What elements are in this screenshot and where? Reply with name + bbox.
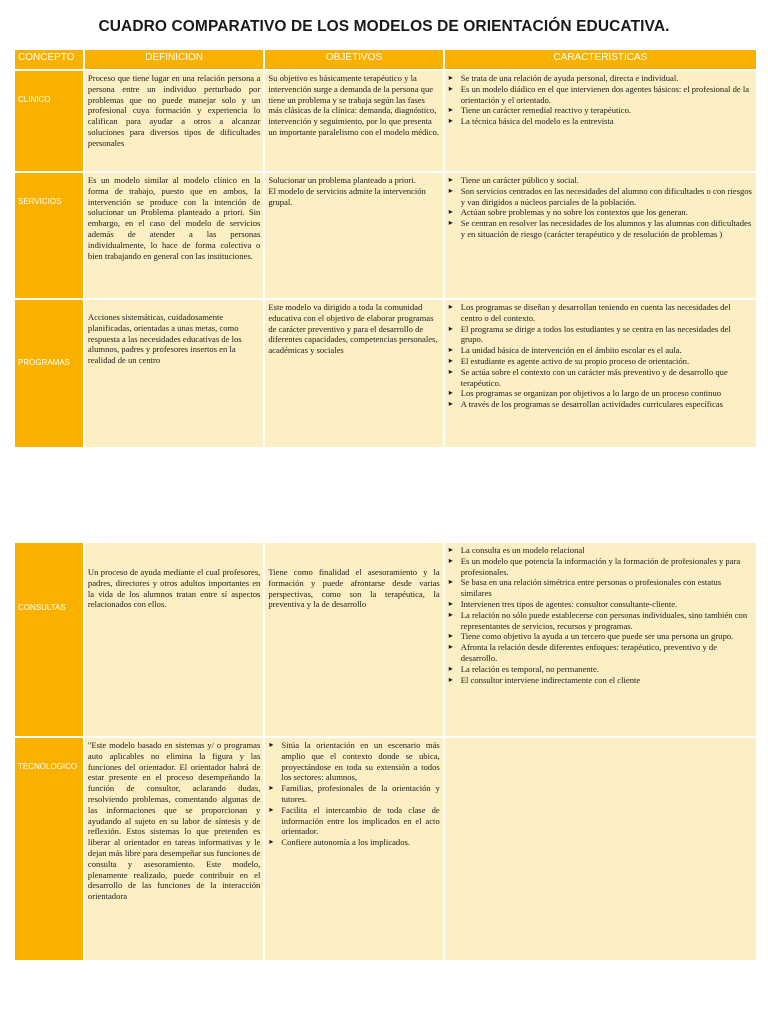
bullet-item: ▸ El programa se dirige a todos los estudiantes y se centra en las necesidades del grupo. — [448, 324, 753, 346]
objectives-cell: Solucionar un problema planteado a priori. El modelo de servicios admite la intervención grupal. — [265, 173, 442, 298]
bullet-item: ▸ La relación es temporal, no permanente. — [448, 664, 753, 675]
table-row-consultas — [15, 543, 756, 736]
comparison-table-part-2 — [13, 541, 758, 962]
bullet-item: ▸ Afronta la relación desde diferentes enfoques: terapéutico, preventivo y de desarrollo. — [448, 642, 753, 664]
bullet-item: ▸ Se basa en una relación simétrica entre personas o profesionales con estatus similares — [448, 577, 753, 599]
characteristics-cell — [445, 173, 756, 298]
table-row-tecnologico — [15, 738, 756, 960]
header-concepto: CONCEPTO — [15, 50, 83, 69]
definition-cell: Es un modelo similar al modelo clínico en la forma de trabajo, puesto que en ambos, la intervención se produce con la intención de solucionar un Problema planteado a priori. Sin embargo, en el caso del modelo de servicios además de atender a las personas individualmente, lo hace de forma colectiva o bien trabajando en general con las instituciones. — [85, 173, 263, 298]
bullet-item: ▸ Actúan sobre problemas y no sobre los contextos que los generan. — [448, 207, 753, 218]
characteristics-list — [448, 175, 753, 240]
definition-cell: "Este modelo basado en sistemas y/ o programas auto aplicables no elimina la figura y las funciones del orientador. El orientador habrá de estar presente en el proceso desempeñando la función de consultor, aclarando dudas, resolviendo problemas, comentando algunas de las informaciones que se proporcionan y ayudando al sujeto en su labor de síntesis y de reflexión. Estos sistemas lo que pretenden es liberar al orientador en tareas informativas y le dejan más libre para desempeñar sus funciones de consulta y asesoramiento. Este modelo, plenamente realizado, puede contribuir en el desarrollo de las funciones de la interacción orientadora — [85, 738, 263, 960]
concept-consultas: CONSULTAS — [15, 543, 83, 736]
objectives-list — [268, 740, 439, 848]
comparison-table-part-1 — [13, 48, 758, 449]
bullet-item: ▸ La relación no sólo puede establecerse con personas individuales, sino también con representantes de servicios, recursos y programas. — [448, 610, 753, 632]
definition-cell: Acciones sistemáticas, cuidadosamente planificadas, orientadas a unas metas, como respuesta a las necesidades educativas de los alumnos, padres y profesores insertos en la realidad de un centro — [85, 300, 263, 447]
bullet-item: ▸ Los programas se organizan por objetivos a lo largo de un proceso continuo — [448, 388, 753, 399]
bullet-item: ▸ A través de los programas se desarrollan actividades curriculares específicas — [448, 399, 753, 410]
bullet-item: ▸ Son servicios centrados en las necesidades del alumno con dificultades o con riesgos y van dirigidos a núcleos parciales de la población. — [448, 186, 753, 208]
definition-cell: Proceso que tiene lugar en una relación persona a persona entre un individuo perturbado por problemas que no puede manejar solo y un profesional cuya formación y experiencia lo califican para ayudar a otros a alcanzar soluciones para diversos tipos de dificultades personales — [85, 71, 263, 171]
bullet-item: ▸ Familias, profesionales de la orientación y tutores. — [268, 783, 439, 805]
bullet-item: ▸ Se actúa sobre el contexto con un carácter más preventivo y de desarrollo que terapéutico. — [448, 367, 753, 389]
concept-programas: PROGRAMAS — [15, 300, 83, 447]
header-caracteristicas: CARACTERISTICAS — [445, 50, 756, 69]
bullet-item: ▸ La unidad básica de intervención en el ámbito escolar es el aula. — [448, 345, 753, 356]
table-row-servicios — [15, 173, 756, 298]
objectives-cell — [265, 738, 442, 960]
characteristics-cell — [445, 71, 756, 171]
table-row-programas — [15, 300, 756, 447]
characteristics-list — [448, 545, 753, 685]
header-definicion: DEFINICION — [85, 50, 263, 69]
definition-cell: Un proceso de ayuda mediante el cual profesores, padres, directores y otros adultos importantes en la vida de los alumnos tratan entre sí aspectos relacionados con ellos. — [85, 543, 263, 736]
bullet-item: ▸ Es un modelo diádico en el que intervienen dos agentes básicos: el profesional de la orientación y el orientado. — [448, 84, 753, 106]
bullet-item: ▸ La técnica básica del modelo es la entrevista — [448, 116, 753, 127]
table-header-row — [15, 50, 756, 69]
bullet-item: ▸ Se centran en resolver las necesidades de los alumnos y las alumnas con dificultades y en situación de riesgo (carácter terapéutico y de resolución de problemas ) — [448, 218, 753, 240]
bullet-item: ▸ Se trata de una relación de ayuda personal, directa e individual. — [448, 73, 753, 84]
bullet-item: ▸ El estudiante es agente activo de su propio proceso de orientación. — [448, 356, 753, 367]
bullet-item: ▸ Sitúa la orientación en un escenario más amplio que el contexto donde se ubica, proyectándose en toda su extensión a todos los sectores: alumnos, — [268, 740, 439, 783]
characteristics-list — [448, 302, 753, 410]
header-objetivos: OBJETIVOS — [265, 50, 442, 69]
characteristics-cell — [445, 543, 756, 736]
bullet-item: ▸ El consultor interviene indirectamente con el cliente — [448, 675, 753, 686]
bullet-item: ▸ La consulta es un modelo relacional — [448, 545, 753, 556]
bullet-item: ▸ Intervienen tres tipos de agentes: consultor consultante-cliente. — [448, 599, 753, 610]
characteristics-cell — [445, 738, 756, 960]
bullet-item: ▸ Tiene un carácter público y social. — [448, 175, 753, 186]
objectives-cell: Este modelo va dirigido a toda la comunidad educativa con el objetivo de elaborar programas de carácter preventivo y para el desarrollo de diferentes capacidades, competencias personales, académicas y sociales — [265, 300, 442, 447]
objectives-cell: Tiene como finalidad el asesoramiento y la formación y puede afrontarse desde varias perspectivas, como son la terapéutica, la preventiva y la de desarrollo — [265, 543, 442, 736]
concept-tecnologico: TECNOLOGICO — [15, 738, 83, 960]
table-row-clinico — [15, 71, 756, 171]
bullet-item: ▸ Tiene un carácter remedial reactivo y terapéutico. — [448, 105, 753, 116]
bullet-item: ▸ Es un modelo que potencia la información y la formación de profesionales y para profesionales. — [448, 556, 753, 578]
page-title: CUADRO COMPARATIVO DE LOS MODELOS DE ORIENTACIÓN EDUCATIVA. — [98, 18, 670, 35]
concept-servicios: SERVICIOS — [15, 173, 83, 298]
characteristics-cell — [445, 300, 756, 447]
bullet-item: ▸ Facilita el intercambio de toda clase de información entre los implicados en el acto orientador. — [268, 805, 439, 837]
characteristics-list — [448, 73, 753, 127]
bullet-item: ▸ Tiene como objetivo la ayuda a un tercero que puede ser una persona un grupo. — [448, 631, 753, 642]
objectives-cell: Su objetivo es básicamente terapéutico y la intervención surge a demanda de la persona que tiene un problema y se trabaja según las fases más clásicas de la clínica: demanda, diagnóstico, intervención y seguimiento, por lo que presenta un importante paralelismo con el modelo médico. — [265, 71, 442, 171]
concept-clinico: CLINICO — [15, 71, 83, 171]
bullet-item: ▸ Confiere autonomía a los implicados. — [268, 837, 439, 848]
bullet-item: ▸ Los programas se diseñan y desarrollan teniendo en cuenta las necesidades del centro o del contexto. — [448, 302, 753, 324]
